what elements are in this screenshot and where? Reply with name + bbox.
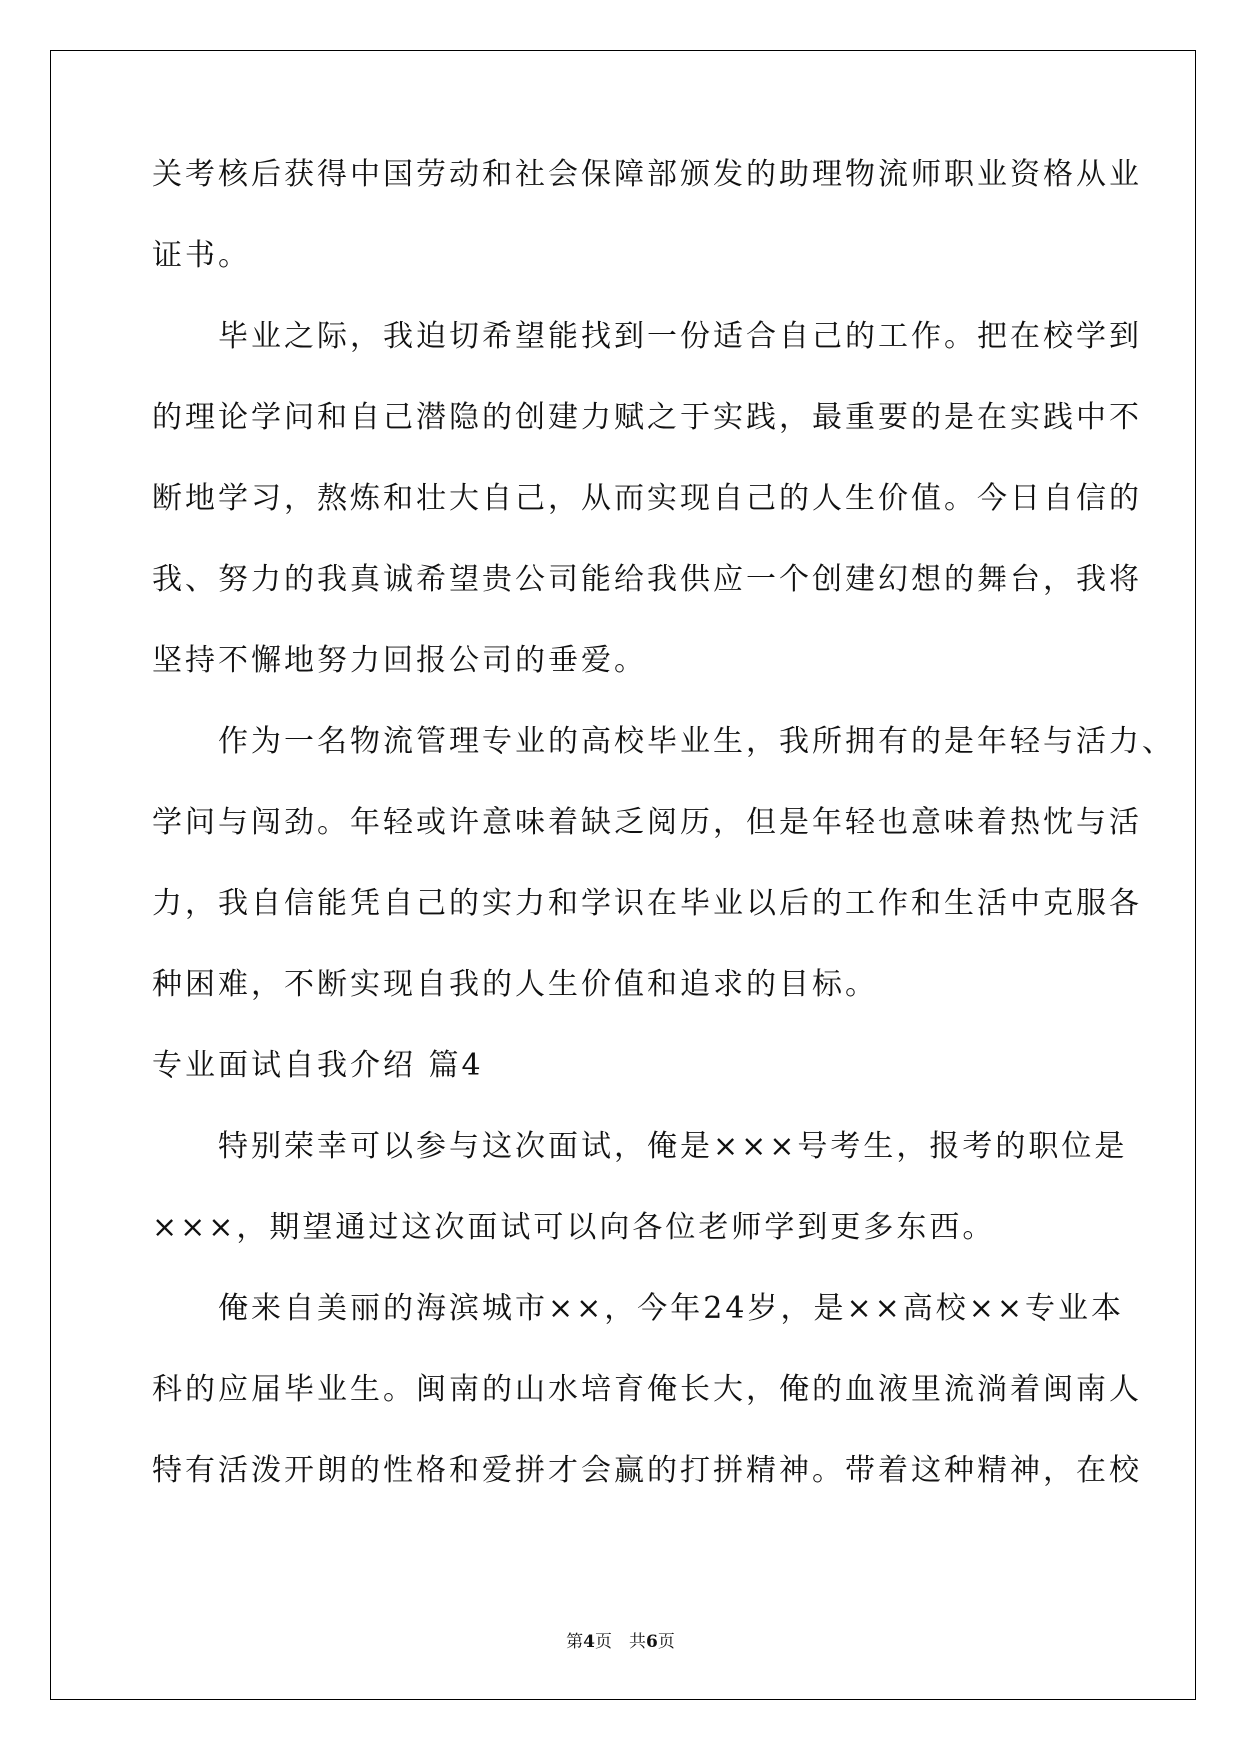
footer-suffix: 页 [657,1632,675,1652]
text-line: 毕业之际，我迫切希望能找到一份适合自己的工作。把在校学到 [152,319,1142,354]
text-line: ×××，期望通过这次面试可以向各位老师学到更多东西。 [152,1210,996,1245]
text-line: 种困难，不断实现自我的人生价值和追求的目标。 [152,967,878,1002]
text-line: 俺来自美丽的海滨城市××，今年24岁，是××高校××专业本 [152,1291,1124,1326]
text-line: 特有活泼开朗的性格和爱拼才会赢的打拼精神。带着这种精神，在校 [152,1453,1142,1488]
page-footer [0,1627,1241,1652]
text-line: 特别荣幸可以参与这次面试，俺是×××号考生，报考的职位是 [152,1129,1128,1164]
total-pages: 6 [646,1632,658,1652]
text-line: 力，我自信能凭自己的实力和学识在毕业以后的工作和生活中克服各 [152,886,1142,921]
text-line: 科的应届毕业生。闽南的山水培育俺长大，俺的血液里流淌着闽南人 [152,1372,1142,1407]
text-line: 关考核后获得中国劳动和社会保障部颁发的助理物流师职业资格从业 [152,157,1142,192]
footer-middle: 页 共 [595,1632,646,1652]
text-line: 断地学习，熬炼和壮大自己，从而实现自己的人生价值。今日自信的 [152,481,1142,516]
text-line: 坚持不懈地努力回报公司的垂爱。 [152,643,647,678]
text-line: 学问与闯劲。年轻或许意味着缺乏阅历，但是年轻也意味着热忱与活 [152,805,1142,840]
text-line: 我、努力的我真诚希望贵公司能给我供应一个创建幻想的舞台，我将 [152,562,1142,597]
text-line: 作为一名物流管理专业的高校毕业生，我所拥有的是年轻与活力、 [152,724,1175,759]
footer-prefix: 第 [566,1632,584,1652]
text-line: 证书。 [152,238,251,273]
page-number: 4 [583,1632,595,1652]
text-line: 的理论学问和自己潜隐的创建力赋之于实践，最重要的是在实践中不 [152,400,1142,435]
document-body [152,157,1175,1537]
section-heading: 专业面试自我介绍 篇4 [152,1048,484,1083]
